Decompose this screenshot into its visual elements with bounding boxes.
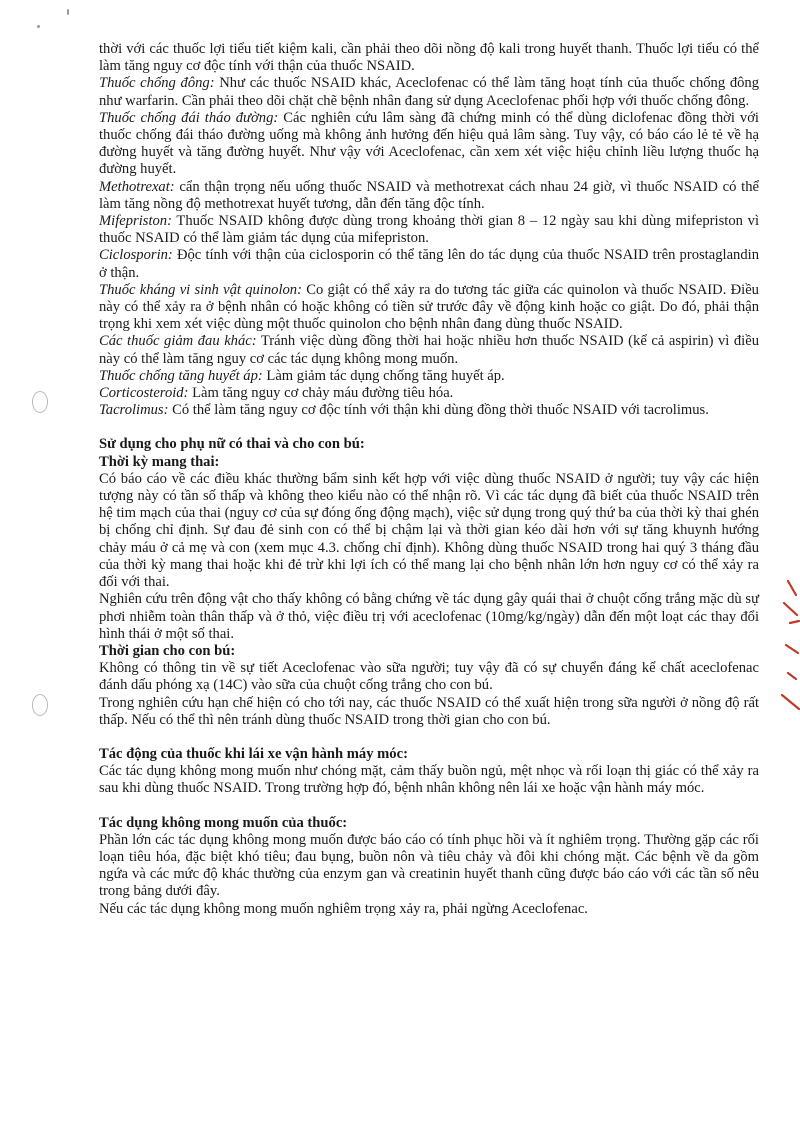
- subheading-breastfeeding: Thời gian cho con bú:: [99, 642, 236, 659]
- interaction-text: Co giật có thể xảy ra do tương tác giữa các quinolon và thuốc NSAID. Điều này có thể xảy ra ở bệnh nhân có hoặc không có tiền sử trước đây về động kinh hoặc co giật. Do đó, phải thận trọng khi xem xét việc dùng một thuốc quinolon cho bệnh nhân đang dùng thuốc NSAID.: [99, 281, 759, 333]
- scan-speck: [67, 9, 69, 15]
- interaction-label: Thuốc chống đái tháo đường:: [99, 109, 279, 126]
- handwritten-mark: [766, 575, 800, 715]
- subheading-pregnancy-period: Thời kỳ mang thai:: [99, 453, 220, 470]
- interaction-label: Corticosteroid:: [99, 385, 189, 402]
- section-heading-driving: Tác động của thuốc khi lái xe vận hành máy móc:: [99, 745, 408, 762]
- scan-speck: [37, 25, 40, 28]
- paragraph-continued: thời với các thuốc lợi tiểu tiết kiệm kali, cần phải theo dõi nồng độ kali trong huyết thanh. Thuốc lợi tiểu có thể làm tăng nguy cơ độc tính với thận của thuốc NSAID.: [99, 41, 759, 75]
- adverse-paragraph-1: Phần lớn các tác dụng không mong muốn được báo cáo có tính phục hồi và ít nghiêm trọng. Thường gặp các rối loạn tiêu hóa, đặc biệt khó tiêu; đau bụng, buồn nôn và tiêu chảy và đôi khi chóng mặt. Các bệnh về da gồm ngứa và các mức độ khác thường của enzym gan và creatinin huyết thanh cũng được báo cáo với các tần số nêu trong bảng dưới đây.: [99, 831, 759, 900]
- interaction-label: Mifepriston:: [99, 213, 172, 230]
- interaction-text: Như các thuốc NSAID khác, Aceclofenac có thể làm tăng hoạt tính của thuốc chống đông như warfarin. Cần phải theo dõi chặt chẽ bệnh nhân đang sử dụng Aceclofenac phối hợp với thuốc chống đông.: [99, 75, 760, 109]
- driving-paragraph: Các tác dụng không mong muốn như chóng mặt, cảm thấy buồn ngủ, mệt nhọc và rối loạn thị giác có thể xảy ra sau khi dùng thuốc NSAID. Trong trường hợp đó, bệnh nhân không nên lái xe hoặc vận hành máy móc.: [99, 763, 759, 797]
- pregnancy-paragraph-1: Có báo cáo về các điều khác thường bẩm sinh kết hợp với việc dùng thuốc NSAID ở người; tuy vậy các hiện tượng này có tần số thấp và không theo kiểu nào có thể nhận rõ. Vì các tác dụng đã biết của thuốc NSAID trên hệ tim mạch của thai (nguy cơ của sự đóng ống động mạch), việc sử dụng trong quý thứ ba của thời kỳ thai ghén bị chống chỉ định. Sự đau đẻ sinh con có thể bị chậm lại và thời gian kéo dài hơn với sự tăng khuynh hướng chảy máu ở cả mẹ và con (xem mục 4.3. chống chỉ định). Không dùng thuốc NSAID trong hai quý 3 tháng đầu của thời kỳ mang thai hoặc khi đẻ trừ khi lợi ích có thể mang lại cho bệnh nhân lớn hơn nguy cơ có thể xảy ra đối với thai.: [99, 470, 759, 591]
- interaction-item: [99, 110, 759, 179]
- interaction-label: Tacrolimus:: [99, 402, 169, 419]
- pregnancy-paragraph-2: Nghiên cứu trên động vật cho thấy không có bằng chứng về tác dụng gây quái thai ở chuột cống trắng mặc dù sự phơi nhiễm toàn thân thấp và ở thỏ, việc điều trị với aceclofenac (10mg/kg/ngày) dẫn đến một loạt các thay đổi hình thái ở một số thai.: [99, 591, 759, 642]
- breastfeeding-paragraph-2: Trong nghiên cứu hạn chế hiện có cho tới nay, các thuốc NSAID có thể xuất hiện trong sữa người ở nồng độ rất thấp. Nếu có thể thì nên tránh dùng thuốc NSAID trong thời gian cho con bú.: [99, 694, 759, 728]
- punch-hole: [32, 391, 48, 413]
- interaction-text: cẩn thận trọng nếu uống thuốc NSAID và methotrexat cách nhau 24 giờ, vì thuốc NSAID có thể làm tăng nồng độ methotrexat huyết tương, dẫn đến tăng độc tính.: [99, 178, 759, 212]
- punch-hole: [32, 694, 48, 716]
- interaction-label: Thuốc chống đông:: [99, 75, 215, 92]
- interaction-text: Độc tính với thận của ciclosporin có thể tăng lên do tác dụng của thuốc NSAID trên prostaglandin ở thận.: [99, 247, 759, 281]
- interaction-list: [99, 75, 759, 419]
- interaction-text: Thuốc NSAID không được dùng trong khoảng thời gian 8 – 12 ngày sau khi dùng mifepriston vì thuốc NSAID có thể làm giảm tác dụng của mifepriston.: [99, 213, 759, 247]
- document-body: [99, 41, 759, 918]
- interaction-item: [99, 179, 759, 213]
- interaction-text: Tránh việc dùng đồng thời hai hoặc nhiều hơn thuốc NSAID (kể cả aspirin) vì điều này có thể làm tăng nguy cơ các tác dụng không mong muốn.: [99, 333, 759, 367]
- breastfeeding-paragraph-1: Không có thông tin về sự tiết Aceclofenac vào sữa người; tuy vậy đã có sự chuyển đáng kể chất aceclofenac đánh dấu phóng xạ (14C) vào sữa của chuột cống trắng cho con bú.: [99, 660, 759, 694]
- interaction-item: [99, 213, 759, 247]
- interaction-item: [99, 402, 759, 419]
- section-heading-adverse-effects: Tác dụng không mong muốn của thuốc:: [99, 814, 348, 831]
- interaction-label: Methotrexat:: [99, 178, 175, 195]
- interaction-text: Các nghiên cứu lâm sàng đã chứng minh có thể dùng diclofenac đồng thời với thuốc chống đái tháo đường uống mà không ảnh hưởng đến hiệu quả lâm sàng. Tuy vậy, có báo cáo lẻ tẻ về hạ đường huyết và tăng đường huyết. Như vậy với Aceclofenac, cần xem xét việc hiệu chỉnh liều lượng thuốc hạ đường huyết.: [99, 109, 759, 178]
- interaction-label: Thuốc kháng vi sinh vật quinolon:: [99, 281, 302, 298]
- interaction-item: [99, 385, 759, 402]
- interaction-text: Làm tăng nguy cơ chảy máu đường tiêu hóa.: [188, 385, 454, 402]
- interaction-text: Có thể làm tăng nguy cơ độc tính với thận khi dùng đồng thời thuốc NSAID với tacrolimus.: [168, 402, 709, 419]
- interaction-item: [99, 282, 759, 334]
- interaction-label: Thuốc chống tăng huyết áp:: [99, 367, 263, 384]
- interaction-item: [99, 368, 759, 385]
- interaction-label: Ciclosporin:: [99, 247, 173, 264]
- interaction-item: [99, 333, 759, 367]
- interaction-item: [99, 247, 759, 281]
- interaction-item: [99, 75, 759, 109]
- interaction-label: Các thuốc giảm đau khác:: [99, 333, 257, 350]
- interaction-text: Làm giảm tác dụng chống tăng huyết áp.: [262, 367, 505, 384]
- adverse-paragraph-2: Nếu các tác dụng không mong muốn nghiêm trọng xảy ra, phải ngừng Aceclofenac.: [99, 900, 588, 917]
- section-heading-pregnancy: Sử dụng cho phụ nữ có thai và cho con bú:: [99, 436, 365, 453]
